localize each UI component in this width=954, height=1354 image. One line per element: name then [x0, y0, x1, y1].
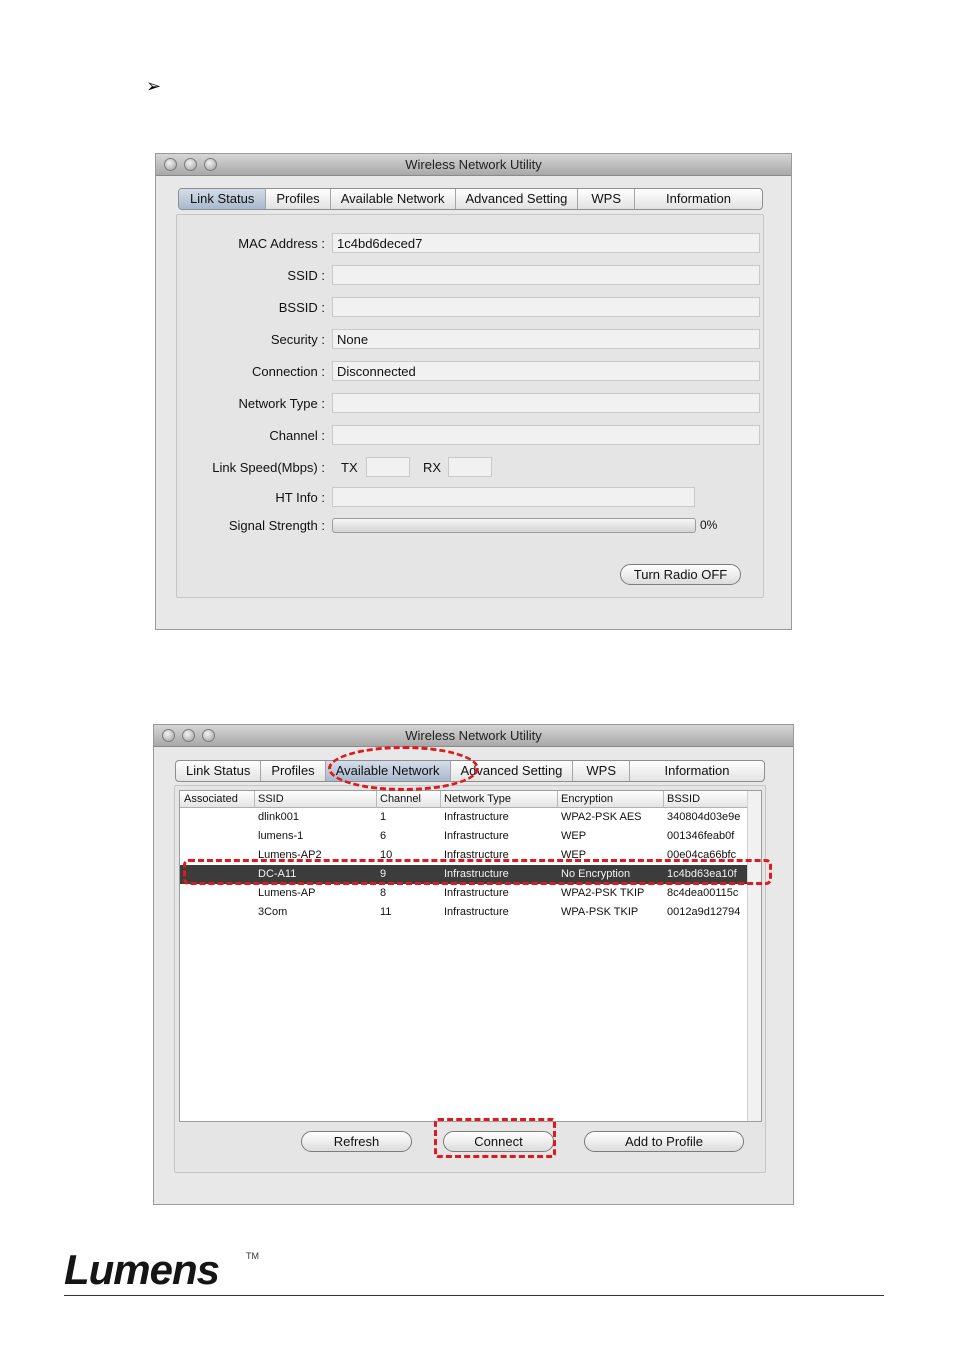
ht-info-field	[332, 487, 695, 507]
encryption-cell: WEP	[561, 849, 587, 861]
tab-link-status[interactable]: Link Status	[176, 761, 261, 781]
tab-information[interactable]: Information	[665, 191, 732, 206]
mac-address-field: 1c4bd6deced7	[332, 233, 760, 253]
tab-advanced-setting[interactable]: Advanced Setting	[456, 189, 579, 209]
bssid-cell: 001346feab0f	[667, 830, 735, 842]
column-channel[interactable]: Channel	[380, 793, 421, 805]
bssid-cell: 00e04ca66bfc	[667, 849, 737, 861]
signal-strength-label: Signal Strength :	[228, 518, 325, 533]
window-title: Wireless Network Utility	[405, 728, 542, 743]
network-type-label: Network Type :	[238, 396, 325, 411]
connection-label: Connection :	[252, 364, 325, 379]
channel-label: Channel :	[269, 428, 325, 443]
tab-available-network[interactable]: Available Network	[331, 189, 456, 209]
table-row[interactable]	[180, 827, 761, 846]
table-row[interactable]	[180, 903, 761, 922]
network-list-header	[180, 791, 761, 808]
encryption-cell: WPA2-PSK AES	[561, 811, 642, 823]
channel-field	[332, 425, 760, 445]
rx-field	[448, 457, 492, 477]
tab-link-status[interactable]: Link Status	[179, 189, 266, 209]
ssid-label: SSID :	[287, 268, 325, 283]
ssid-field	[332, 265, 760, 285]
network-type-cell: Infrastructure	[444, 887, 509, 899]
network-type-cell: Infrastructure	[444, 849, 509, 861]
encryption-cell: WPA-PSK TKIP	[561, 906, 639, 918]
channel-cell: 6	[380, 830, 387, 842]
bullet-arrow-icon: ➢	[146, 76, 162, 96]
trademark-mark: TM	[246, 1251, 259, 1261]
channel-cell: 11	[380, 906, 392, 918]
tx-field	[366, 457, 410, 477]
tab-bar	[178, 188, 763, 210]
channel-cell: 8	[380, 887, 387, 899]
table-row[interactable]	[180, 808, 761, 827]
ssid-cell: 3Com	[258, 906, 288, 918]
add-to-profile-button[interactable]: Add to Profile	[584, 1131, 744, 1152]
turn-radio-off-button[interactable]: Turn Radio OFF	[620, 564, 741, 585]
security-label: Security :	[270, 332, 325, 347]
signal-strength-bar	[332, 518, 696, 533]
signal-strength-value: 0%	[700, 518, 718, 532]
column-encryption[interactable]: Encryption	[561, 793, 613, 805]
tab-information[interactable]: Information	[664, 763, 730, 778]
bssid-cell: 0012a9d12794	[667, 906, 741, 918]
window-titlebar[interactable]	[154, 725, 793, 747]
tab-profiles[interactable]: Profiles	[261, 761, 325, 781]
network-list-scrollbar[interactable]	[747, 791, 761, 1121]
tab-wps[interactable]: WPS	[578, 189, 635, 209]
connect-button-highlight	[434, 1118, 556, 1158]
available-network-tab-highlight	[328, 746, 479, 791]
ssid-cell: DC-A11	[258, 868, 297, 880]
network-type-cell: Infrastructure	[444, 868, 509, 880]
link-speed-label: Link Speed(Mbps) :	[212, 460, 325, 475]
bssid-cell: 1c4bd63ea10f	[667, 868, 737, 880]
selected-network-highlight	[183, 859, 772, 885]
tab-advanced-setting[interactable]: Advanced Setting	[451, 761, 574, 781]
network-type-cell: Infrastructure	[444, 830, 509, 842]
channel-cell: 10	[380, 849, 393, 861]
column-bssid[interactable]: BSSID	[667, 793, 701, 805]
column-ssid[interactable]: SSID	[258, 793, 284, 805]
refresh-button[interactable]: Refresh	[301, 1131, 412, 1152]
encryption-cell: WPA2-PSK TKIP	[561, 887, 645, 899]
bssid-label: BSSID :	[278, 300, 325, 315]
connection-field: Disconnected	[332, 361, 760, 381]
tx-label: TX	[341, 460, 358, 475]
footer-divider	[64, 1295, 884, 1296]
tab-wps[interactable]: WPS	[573, 761, 630, 781]
encryption-cell: WEP	[561, 830, 587, 842]
rx-label: RX	[423, 460, 442, 475]
link-status-window	[155, 153, 792, 630]
network-list[interactable]	[179, 790, 762, 1122]
mac-address-label: MAC Address :	[238, 236, 325, 251]
connect-button[interactable]: Connect	[443, 1131, 554, 1152]
table-row[interactable]	[180, 884, 761, 903]
lumens-logo: Lumens	[64, 1246, 220, 1293]
ht-info-label: HT Info :	[275, 490, 325, 505]
encryption-cell: No Encryption	[561, 868, 631, 880]
security-field: None	[332, 329, 760, 349]
available-network-panel	[174, 785, 766, 1173]
window-titlebar[interactable]	[156, 154, 791, 176]
channel-cell: 1	[380, 811, 387, 823]
bssid-field	[332, 297, 760, 317]
bssid-cell: 340804d03e9e	[667, 811, 741, 823]
tab-profiles[interactable]: Profiles	[266, 189, 330, 209]
column-network-type[interactable]: Network Type	[444, 793, 512, 805]
tab-available-network[interactable]: Available Network	[326, 761, 451, 781]
channel-cell: 9	[380, 868, 387, 880]
ssid-cell: Lumens-AP2	[258, 849, 322, 861]
ssid-cell: Lumens-AP	[258, 887, 316, 899]
network-type-cell: Infrastructure	[444, 811, 509, 823]
network-type-cell: Infrastructure	[444, 906, 509, 918]
link-status-panel	[176, 214, 764, 598]
ssid-cell: dlink001	[258, 811, 299, 823]
bssid-cell: 8c4dea00115c	[667, 887, 739, 899]
window-title: Wireless Network Utility	[405, 157, 542, 172]
column-associated[interactable]: Associated	[184, 793, 238, 805]
ssid-cell: lumens-1	[258, 830, 304, 842]
network-type-field	[332, 393, 760, 413]
